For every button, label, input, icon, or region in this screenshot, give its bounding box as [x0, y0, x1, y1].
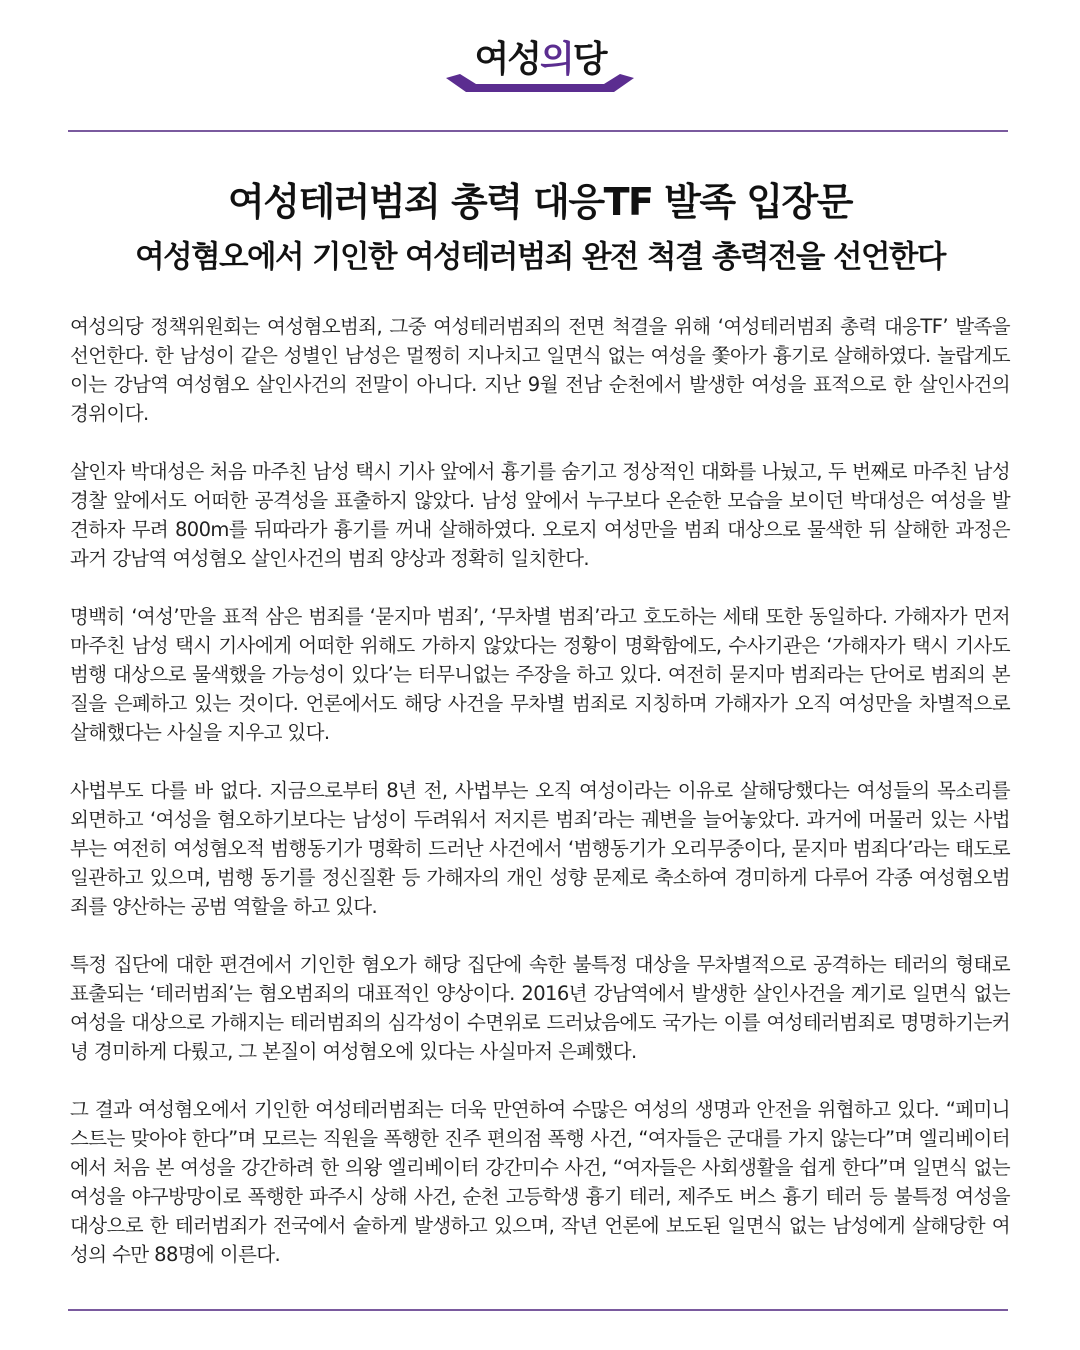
paragraph-3: 명백히 ‘여성’만을 표적 삼은 범죄를 ‘묻지마 범죄’, ‘무차별 범죄’라고 호도하는 세태 또한 동일하다. 가해자가 먼저 마주친 남성 택시 기사에게 어떠한 위해도 가하지 않았다는 정황이 명확함에도, 수사기관은 ‘가해자가 택시 기사도 범행 대상으로 물색했을 가능성이 있다’는 터무니없는 주장을 하고 있다. 여전히 묻지마 범죄라는 단어로 범죄의 본질을 은폐하고 있는 것이다. 언론에서도 해당 사건을 무차별 범죄로 지칭하며 가해자가 오직 여성만을 차별적으로 살해했다는 사실을 지우고 있다.: [70, 605, 1010, 744]
logo-text-accent: 의: [540, 39, 573, 80]
top-divider: [68, 130, 1008, 132]
party-logo: [0, 38, 1080, 100]
paragraph-2: 살인자 박대성은 처음 마주친 남성 택시 기사 앞에서 흉기를 숨기고 정상적인 대화를 나눴고, 두 번째로 마주친 남성 경찰 앞에서도 어떠한 공격성을 표출하지 않았다. 남성 앞에서 누구보다 온순한 모습을 보이던 박대성은 여성을 발견하자 무려 800m를 뒤따라가 흉기를 꺼내 살해하였다. 오로지 여성만을 범죄 대상으로 물색한 뒤 살해한 과정은 과거 강남역 여성혐오 살인사건의 범죄 양상과 정확히 일치한다.: [70, 460, 1010, 570]
logo-text-end: 당: [572, 39, 606, 80]
page-subtitle: 여성혐오에서 기인한 여성테러범죄 완전 척결 총력전을 선언한다: [135, 240, 945, 275]
logo-underline-icon: [446, 74, 634, 96]
paragraph-5: 특정 집단에 대한 편견에서 기인한 혐오가 해당 집단에 속한 불특정 대상을 무차별적으로 공격하는 테러의 형태로 표출되는 ‘테러범죄’는 혐오범죄의 대표적인 양상이다. 2016년 강남역에서 발생한 살인사건을 계기로 일면식 없는 여성을 대상으로 가해지는 테러범죄의 심각성이 수면위로 드러났음에도 국가는 이를 여성테러범죄로 명명하기는커녕 경미하게 다뤘고, 그 본질이 여성혐오에 있다는 사실마저 은폐했다.: [70, 953, 1010, 1063]
paragraph-1: 여성의당 정책위원회는 여성혐오범죄, 그중 여성테러범죄의 전면 척결을 위해 ‘여성테러범죄 총력 대응TF’ 발족을 선언한다. 한 남성이 같은 성별인 남성은 멀쩡히 지나치고 일면식 없는 여성을 쫓아가 흉기로 살해하였다. 놀랍게도 이는 강남역 여성혐오 살인사건의 전말이 아니다. 지난 9월 전남 순천에서 발생한 여성을 표적으로 한 살인사건의 경위이다.: [70, 315, 1010, 425]
statement-body: [70, 312, 1010, 1298]
bottom-divider: [68, 1309, 1008, 1311]
paragraph-6: 그 결과 여성혐오에서 기인한 여성테러범죄는 더욱 만연하여 수많은 여성의 생명과 안전을 위협하고 있다. “페미니스트는 맞아야 한다”며 모르는 직원을 폭행한 진주 편의점 폭행 사건, “여자들은 군대를 가지 않는다”며 엘리베이터에서 처음 본 여성을 강간하려 한 의왕 엘리베이터 강간미수 사건, “여자들은 사회생활을 쉽게 한다”며 일면식 없는 여성을 야구방망이로 폭행한 파주시 상해 사건, 순천 고등학생 흉기 테러, 제주도 버스 흉기 테러 등 불특정 여성을 대상으로 한 테러범죄가 전국에서 숱하게 발생하고 있으며, 작년 언론에 보도된 일면식 없는 남성에게 살해당한 여성의 수만 88명에 이른다.: [70, 1098, 1010, 1266]
paragraph-4: 사법부도 다를 바 없다. 지금으로부터 8년 전, 사법부는 오직 여성이라는 이유로 살해당했다는 여성들의 목소리를 외면하고 ‘여성을 혐오하기보다는 남성이 두려워서 저지른 범죄’라는 궤변을 늘어놓았다. 과거에 머물러 있는 사법부는 여전히 여성혐오적 범행동기가 명확히 드러난 사건에서 ‘범행동기가 오리무중이다, 묻지마 범죄다’라는 태도로 일관하고 있으며, 범행 동기를 정신질환 등 가해자의 개인 성향 문제로 축소하여 경미하게 다루어 각종 여성혐오범죄를 양산하는 공범 역할을 하고 있다.: [70, 779, 1010, 918]
page-title: 여성테러범죄 총력 대응TF 발족 입장문: [228, 180, 852, 224]
logo-text-main: 여성: [474, 39, 540, 80]
